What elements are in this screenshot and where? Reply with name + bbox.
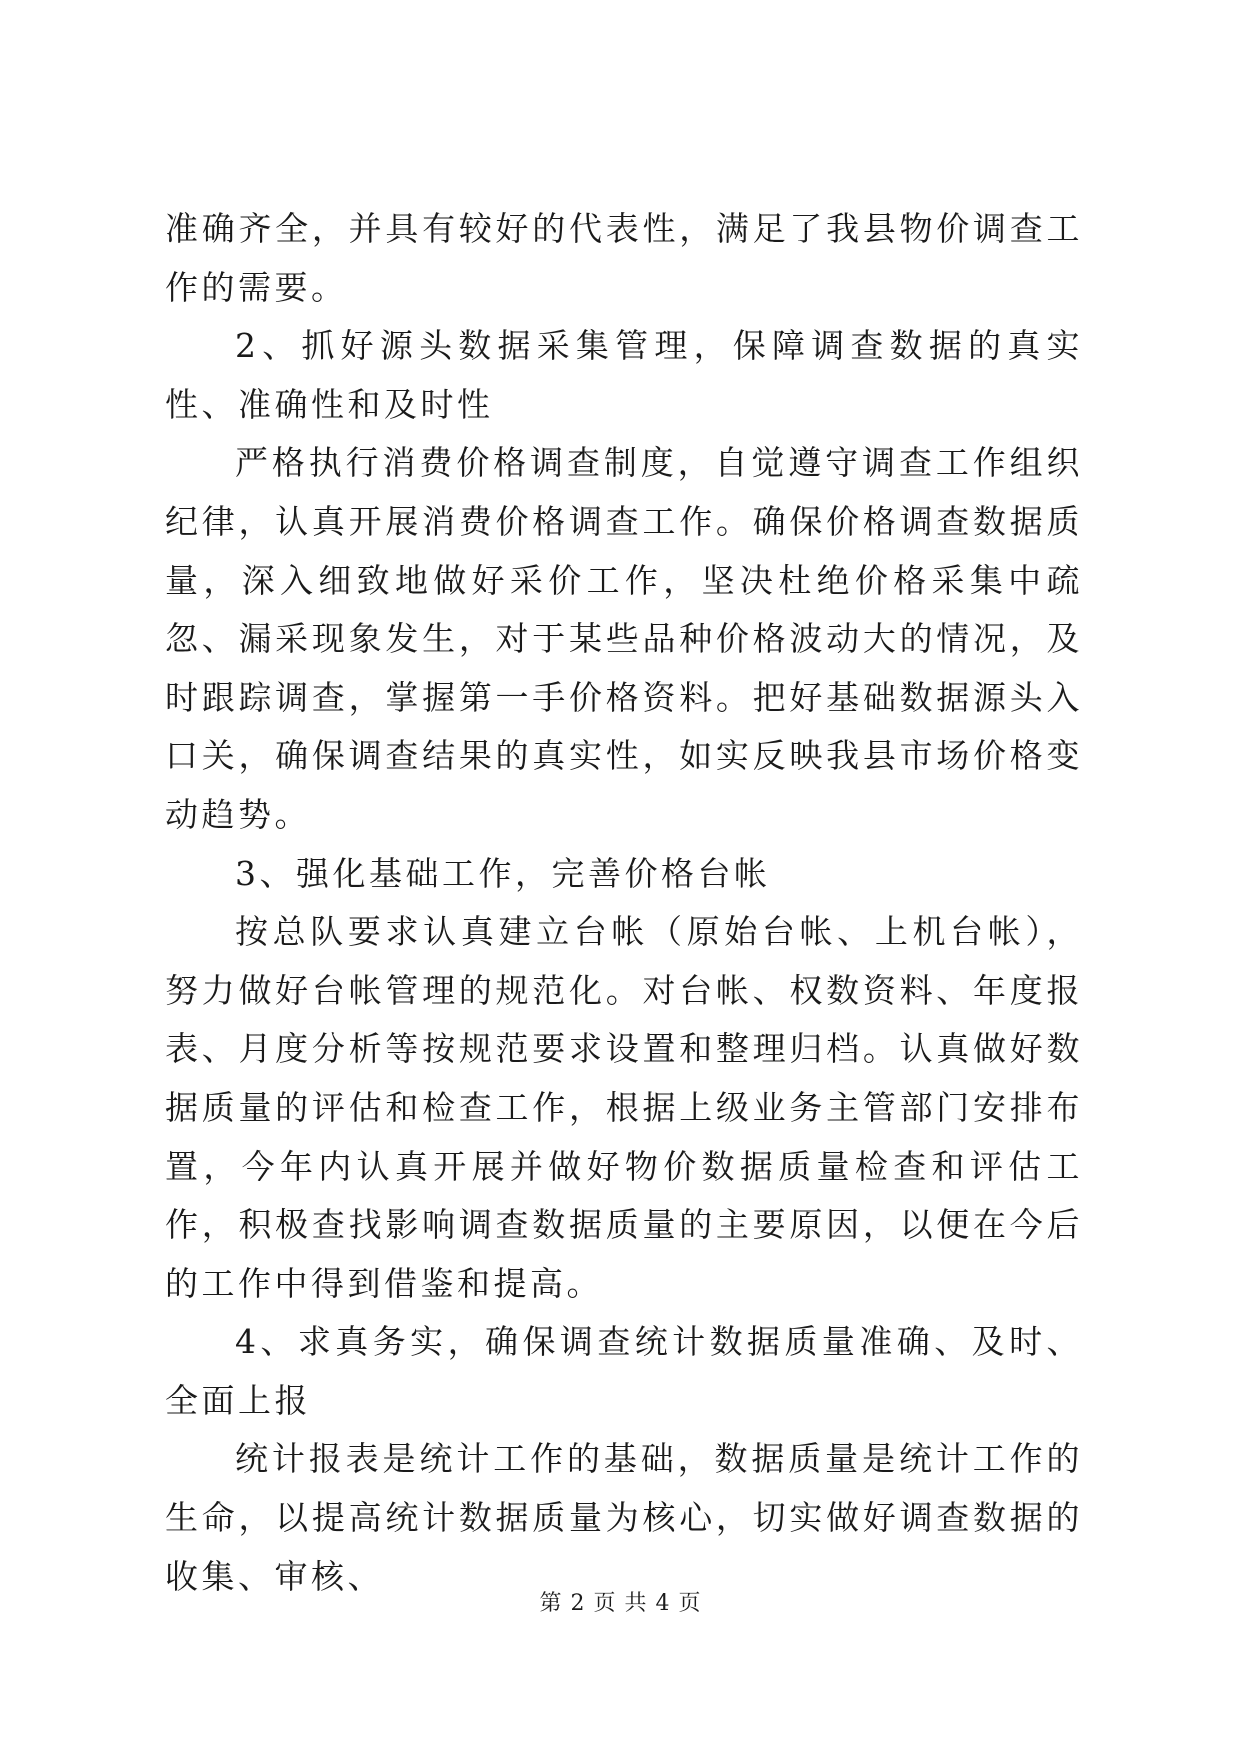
paragraph-price-survey: 严格执行消费价格调查制度，自觉遵守调查工作组织纪律，认真开展消费价格调查工作。确保价格调查数据质量，深入细致地做好采价工作，坚决杜绝价格采集中疏忽、漏采现象发生，对于某些品种价格波动大的情况，及时跟踪调查，掌握第一手价格资料。把好基础数据源头入口关，确保调查结果的真实性，如实反映我县市场价格变动趋势。 xyxy=(165,443,1083,834)
paragraph-statistics: 统计报表是统计工作的基础，数据质量是统计工作的生命，以提高统计数据质量为核心，切实做好调查数据的收集、审核、 xyxy=(165,1439,1083,1596)
section-heading-3: 3、强化基础工作，完善价格台帐 xyxy=(235,853,771,893)
paragraph-ledger: 按总队要求认真建立台帐（原始台帐、上机台帐），努力做好台帐管理的规范化。对台帐、权数资料、年度报表、月度分析等按规范要求设置和整理归档。认真做好数据质量的评估和检查工作，根据上级业务主管部门安排布置，今年内认真开展并做好物价数据质量检查和评估工作，积极查找影响调查数据质量的主要原因，以便在今后的工作中得到借鉴和提高。 xyxy=(165,912,1083,1303)
section-heading-2: 2、抓好源头数据采集管理，保障调查数据的真实性、准确性和及时性 xyxy=(165,326,1083,424)
paragraph-continuation: 准确齐全，并具有较好的代表性，满足了我县物价调查工作的需要。 xyxy=(165,209,1083,307)
page-number-footer: 第 2 页 共 4 页 xyxy=(539,1591,702,1616)
document-body xyxy=(165,200,1083,1606)
section-heading-4: 4、求真务实，确保调查统计数据质量准确、及时、全面上报 xyxy=(165,1322,1083,1420)
